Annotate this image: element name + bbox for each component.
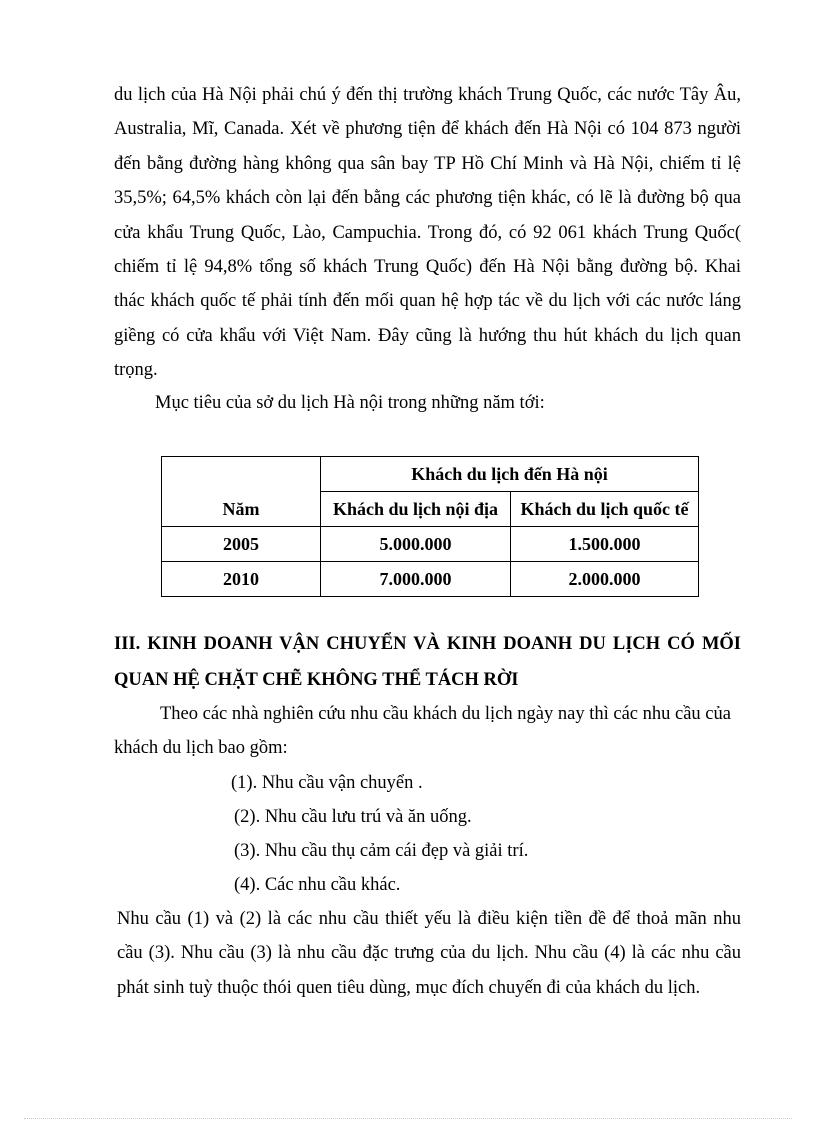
- text-line: chiếm tỉ lệ 94,8% tổng số khách Trung Quốc) đến Hà Nội bằng đường bộ. Khai: [114, 257, 741, 278]
- list-item: (4). Các nhu cầu khác.: [234, 875, 401, 895]
- text-line: Theo các nhà nghiên cứu nhu cầu khách du lịch ngày nay thì các nhu cầu của: [160, 704, 731, 724]
- text-line: giềng có cửa khẩu với Việt Nam. Đây cũng là hướng thu hút khách du lịch quan: [114, 325, 741, 346]
- list-item: (3). Nhu cầu thụ cảm cái đẹp và giải trí.: [234, 841, 529, 861]
- year-cell: 2005: [162, 527, 321, 562]
- table-row: [162, 527, 699, 562]
- year-cell: 2010: [162, 562, 321, 597]
- heading-line: III. KINH DOANH VẬN CHUYỂN VÀ KINH DOANH DU LỊCH CÓ MỐI: [114, 634, 741, 654]
- text-line: khách du lịch bao gồm:: [114, 738, 288, 759]
- domestic-cell: 7.000.000: [321, 562, 511, 597]
- text-line: trọng.: [114, 360, 158, 381]
- text-line: 35,5%; 64,5% khách còn lại đến bằng các phương tiện khác, có lẽ là đường bộ qua: [114, 188, 741, 209]
- list-item: (2). Nhu cầu lưu trú và ăn uống.: [234, 807, 472, 827]
- text-line: du lịch của Hà Nội phải chú ý đến thị trường khách Trung Quốc, các nước Tây Âu,: [114, 85, 741, 105]
- table-row: [162, 562, 699, 597]
- section-heading: [114, 626, 741, 698]
- heading-line: QUAN HỆ CHẶT CHẼ KHÔNG THỂ TÁCH RỜI: [114, 670, 519, 690]
- paragraph-needs-explanation: [117, 902, 741, 1005]
- page-bottom-rule: [24, 1118, 792, 1119]
- domestic-cell: 5.000.000: [321, 527, 511, 562]
- text-line: phát sinh tuỳ thuộc thói quen tiêu dùng, mục đích chuyến đi của khách du lịch.: [117, 977, 701, 998]
- text-line: Nhu cầu (1) và (2) là các nhu cầu thiết yếu là điều kiện tiền đề để thoả mãn nhu: [117, 909, 741, 929]
- text-line: đến bằng đường hàng không qua sân bay TP Hồ Chí Minh và Hà Nội, chiếm tỉ lệ: [114, 153, 741, 174]
- international-cell: 1.500.000: [511, 527, 699, 562]
- paragraph-tourist-markets: [114, 78, 741, 388]
- visitor-targets-table: [161, 456, 699, 597]
- group-header: Khách du lịch đến Hà nội: [321, 457, 699, 492]
- text-line: Australia, Mĩ, Canada. Xét về phương tiện để khách đến Hà Nội có 104 873 người: [114, 119, 741, 140]
- text-line: cửa khẩu Trung Quốc, Lào, Campuchia. Trong đó, có 92 061 khách Trung Quốc(: [114, 222, 741, 243]
- list-item: (1). Nhu cầu vận chuyển .: [231, 773, 423, 793]
- domestic-header: Khách du lịch nội địa: [321, 492, 511, 527]
- intro-line: Mục tiêu của sở du lịch Hà nội trong những năm tới:: [155, 393, 545, 413]
- international-header: Khách du lịch quốc tế: [511, 492, 699, 527]
- text-line: cầu (3). Nhu cầu (3) là nhu cầu đặc trưng của du lịch. Nhu cầu (4) là các nhu cầu: [117, 943, 741, 964]
- international-cell: 2.000.000: [511, 562, 699, 597]
- year-header: Năm: [162, 457, 321, 527]
- text-line: thác khách quốc tế phải tính đến mối quan hệ hợp tác về du lịch với các nước láng: [114, 291, 741, 312]
- paragraph-needs-intro: [114, 697, 741, 766]
